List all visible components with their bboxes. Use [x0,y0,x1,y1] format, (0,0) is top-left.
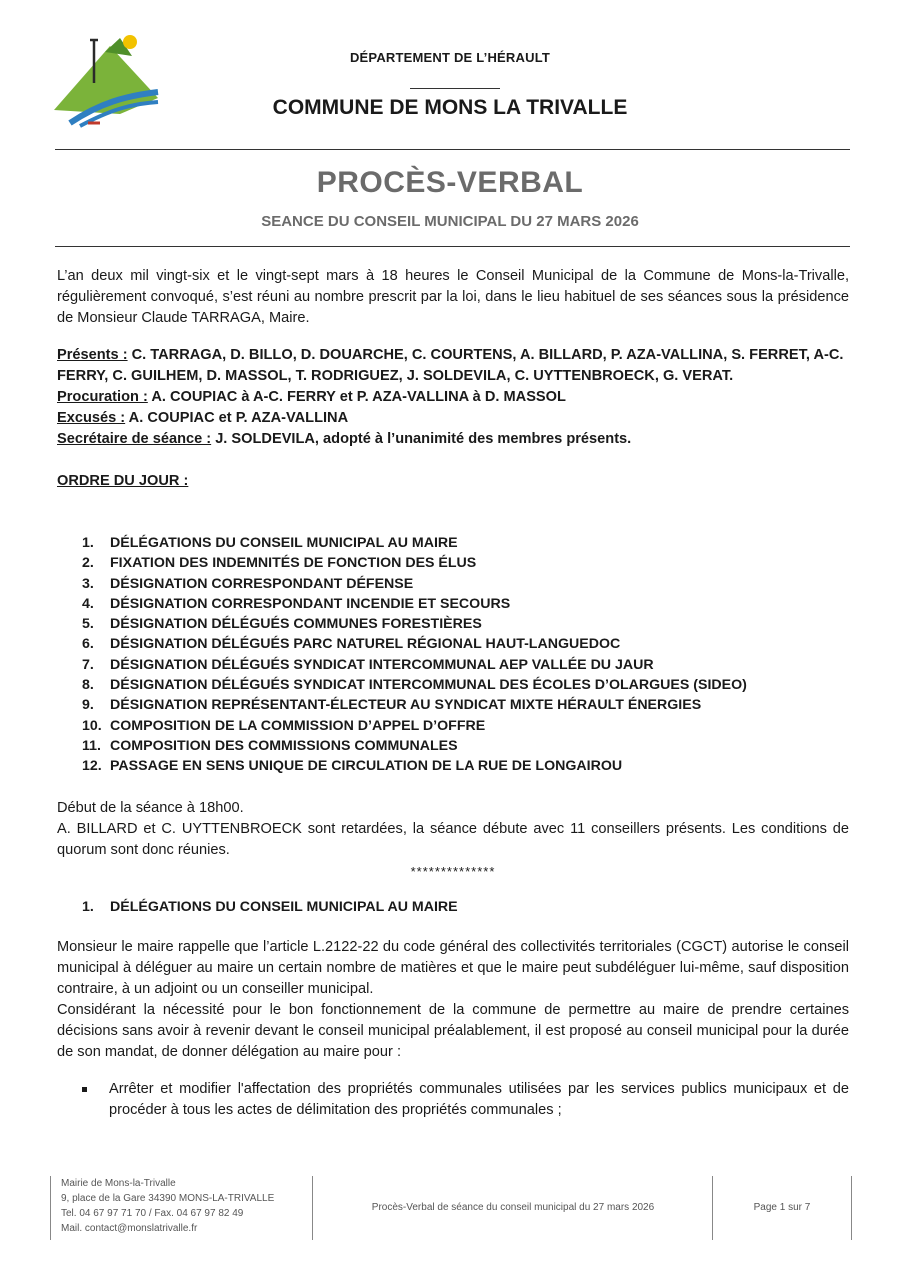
agenda-item: 2. FIXATION DES INDEMNITÉS DE FONCTION DES ÉLUS [82,555,477,572]
secretaire-label: Secrétaire de séance : [57,431,212,447]
excuses-label: Excusés : [57,410,126,426]
agenda-item: 8. DÉSIGNATION DÉLÉGUÉS SYNDICAT INTERCOMMUNAL DES ÉCOLES D’OLARGUES (SIDEO) [82,677,747,694]
agenda-item: 9. DÉSIGNATION REPRÉSENTANT-ÉLECTEUR AU SYNDICAT MIXTE HÉRAULT ÉNERGIES [82,697,702,714]
agenda-item: 11. COMPOSITION DES COMMISSIONS COMMUNALES [82,737,458,754]
section-1-paragraph-2: Considérant la nécessité pour le bon fonctionnement de la commune de permettre au maire de prendre certaines décisions sans avoir à revenir devant le conseil municipal préalablement, il est proposé au conseil municipal pour la durée de son mandat, de donner délégation au maire pour : [57,1001,849,1060]
secretaire-text: J. SOLDEVILA, adopté à l’unanimité des membres présents. [211,431,632,447]
commune-logo [50,28,160,128]
department-name: DÉPARTEMENT DE L’HÉRAULT [349,50,551,65]
agenda-item: 10. COMPOSITION DE LA COMMISSION D’APPEL D’OFFRE [82,717,486,734]
document-title: PROCÈS-VERBAL [316,166,584,199]
session-start: Début de la séance à 18h00. [57,799,244,816]
delegation-bullet: Arrêter et modifier l'affectation des propriétés communales utilisées par les services publics municipaux et de procéder à tous les actes de délimitation des propriétés communales ; [57,1079,849,1121]
intro-paragraph: L’an deux mil vingt-six et le vingt-sept mars à 18 heures le Conseil Municipal de la Commune de Mons-la-Trivalle, régulièrement convoqué, s’est réuni au nombre prescrit par la loi, dans le lieu habituel de ses séances sous la présidence de Monsieur Claude TARRAGA, Maire. [57,268,849,326]
agenda-item: 12. PASSAGE EN SENS UNIQUE DE CIRCULATION DE LA RUE DE LONGAIROU [82,758,623,775]
agenda-item: 4. DÉSIGNATION CORRESPONDANT INCENDIE ET SECOURS [82,595,511,612]
excuses-line [57,408,849,429]
header-divider-bottom [55,246,850,247]
procuration-label: Procuration : [57,389,148,405]
footer-document-title: Procès-Verbal de séance du conseil municipal du 27 mars 2026 [312,1176,713,1240]
document-body [57,266,849,1121]
bullet-marker [82,1087,87,1092]
procuration-line [57,387,849,408]
presents-label: Présents : [57,347,128,363]
section-1-paragraph-1: Monsieur le maire rappelle que l’article L.2122-22 du code général des collectivités territoriales (CGCT) autorise le conseil municipal à déléguer au maire un certain nombre de matières et que le maire peut subdéléguer lui-même, sauf disposition contraire, à un adjoint ou un conseiller municipal. [57,938,849,997]
footer-address: Mairie de Mons-la-Trivalle 9, place de la Gare 34390 MONS-LA-TRIVALLE Tel. 04 67 97 71 70 / Fax. 04 67 97 82 49 Mail. contact@monslatrivalle.fr [50,1176,312,1240]
excuses-text: A. COUPIAC et P. AZA-VALLINA [125,410,349,426]
agenda-list [82,533,849,777]
page-number: Page 1 sur 7 [712,1176,852,1240]
header-divider-short [410,88,500,89]
agenda-item: 5. DÉSIGNATION DÉLÉGUÉS COMMUNES FORESTIÈRES [82,616,482,633]
agenda-item: 1. DÉLÉGATIONS DU CONSEIL MUNICIPAL AU MAIRE [82,535,458,551]
agenda-heading: ORDRE DU JOUR : [57,473,189,489]
presents-list: C. TARRAGA, D. BILLO, D. DOUARCHE, C. COURTENS, A. BILLARD, P. AZA-VALLINA, S. FERRET, A-C. FERRY, C. GUILHEM, D. MASSOL, T. RODRIGUEZ, J. SOLDEVILA, C. UYTTENBROECK, G. VERAT. [57,347,844,384]
agenda-item: 7. DÉSIGNATION DÉLÉGUÉS SYNDICAT INTERCOMMUNAL AEP VALLÉE DU JAUR [82,656,654,673]
page-footer [50,1176,850,1240]
agenda-item: 3. DÉSIGNATION CORRESPONDANT DÉFENSE [82,575,414,592]
commune-name: COMMUNE DE MONS LA TRIVALLE [272,96,628,119]
agenda-item: 6. DÉSIGNATION DÉLÉGUÉS PARC NATUREL RÉGIONAL HAUT-LANGUEDOC [82,636,621,653]
logo-sun [123,35,137,49]
section-1-heading: 1. DÉLÉGATIONS DU CONSEIL MUNICIPAL AU MAIRE [82,898,458,915]
secretaire-line [57,429,849,450]
procuration-text: A. COUPIAC à A-C. FERRY et P. AZA-VALLINA à D. MASSOL [147,389,566,405]
section-separator: ************** [410,863,496,879]
quorum-paragraph: A. BILLARD et C. UYTTENBROECK sont retardées, la séance débute avec 11 conseillers présents. Les conditions de quorum sont donc réunies. [57,820,849,858]
presents-line [57,345,849,387]
header-divider-top [55,149,850,150]
document-subtitle: SEANCE DU CONSEIL MUNICIPAL DU 27 MARS 2026 [261,213,639,230]
